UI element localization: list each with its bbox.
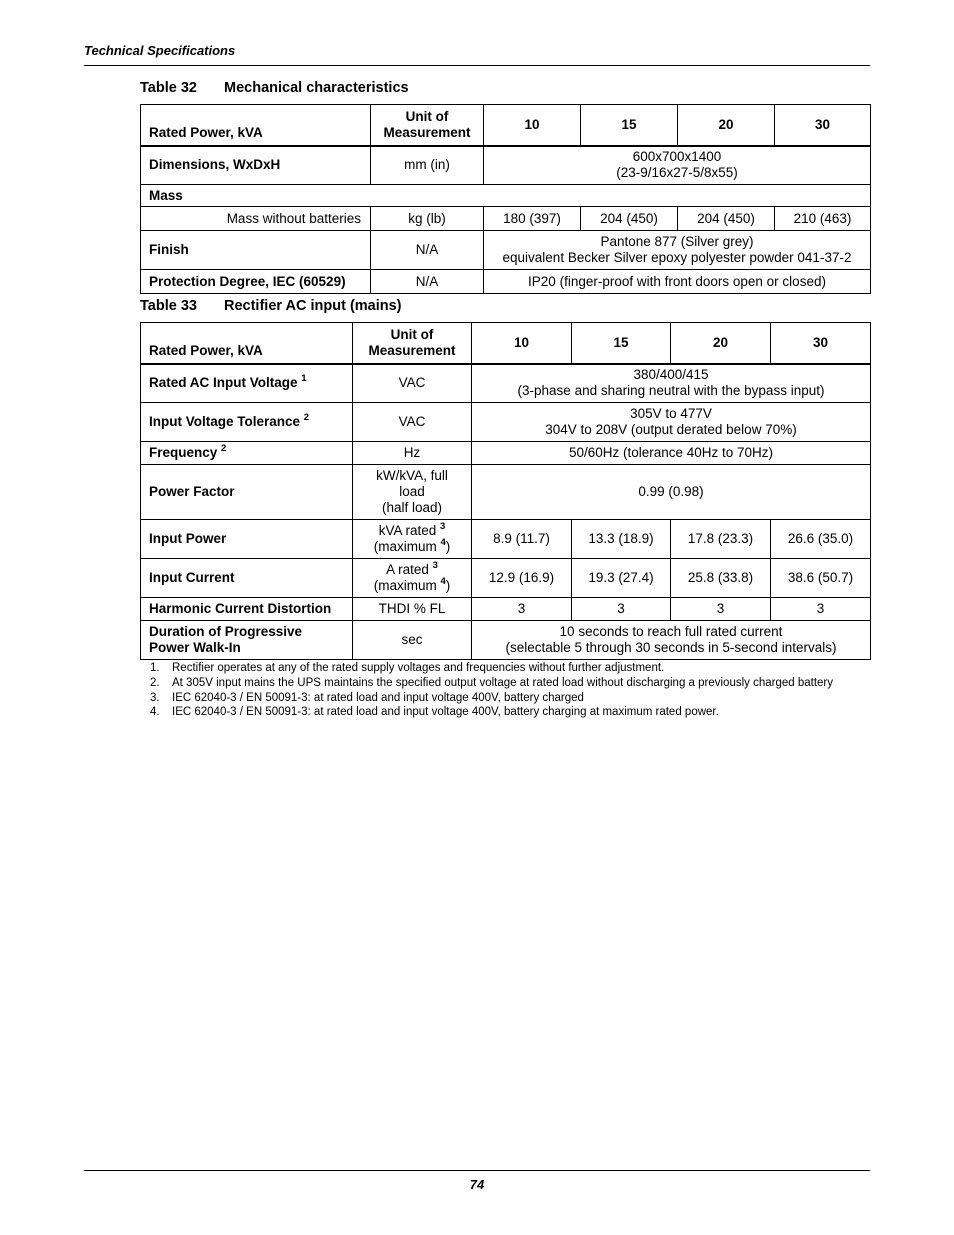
row-value: 600x700x1400 (23-9/16x27-5/8x55) bbox=[484, 146, 871, 185]
table32-caption bbox=[140, 80, 409, 96]
footnote-ref: 4 bbox=[440, 575, 446, 587]
row-value: 305V to 477V 304V to 208V (output derated below 70%) bbox=[472, 403, 871, 442]
row-unit: VAC bbox=[353, 364, 472, 403]
table-row bbox=[141, 598, 871, 621]
table33-rectifier-input bbox=[140, 322, 871, 660]
table-row bbox=[141, 442, 871, 465]
col-header-unit: Unit of Measurement bbox=[353, 323, 472, 364]
row-value: 17.8 (23.3) bbox=[671, 520, 771, 559]
table33-caption bbox=[140, 298, 402, 314]
table-row bbox=[141, 559, 871, 598]
row-value: 380/400/415 (3-phase and sharing neutral with the bypass input) bbox=[472, 364, 871, 403]
row-value: 0.99 (0.98) bbox=[472, 465, 871, 520]
row-label-progressive-walk-in: Duration of Progressive Power Walk-In bbox=[141, 621, 353, 660]
col-header-rated-power: Rated Power, kVA bbox=[141, 105, 371, 146]
row-label-protection: Protection Degree, IEC (60529) bbox=[141, 270, 371, 294]
col-header-rated-power: Rated Power, kVA bbox=[141, 323, 353, 364]
row-value: 3 bbox=[771, 598, 871, 621]
row-value: 19.3 (27.4) bbox=[572, 559, 671, 598]
table-row bbox=[141, 146, 871, 185]
page-number: 74 bbox=[469, 1177, 485, 1192]
row-value: 180 (397) bbox=[484, 207, 581, 231]
row-value: 26.6 (35.0) bbox=[771, 520, 871, 559]
row-value: 3 bbox=[472, 598, 572, 621]
row-value: 50/60Hz (tolerance 40Hz to 70Hz) bbox=[472, 442, 871, 465]
row-value: 25.8 (33.8) bbox=[671, 559, 771, 598]
row-unit: N/A bbox=[371, 270, 484, 294]
table32-mechanical bbox=[140, 104, 871, 294]
row-value: 204 (450) bbox=[678, 207, 775, 231]
table33-header-row bbox=[141, 323, 871, 364]
row-label-power-factor: Power Factor bbox=[141, 465, 353, 520]
table-row bbox=[141, 231, 871, 270]
table33-number: Table 33 bbox=[140, 298, 197, 314]
row-unit: mm (in) bbox=[371, 146, 484, 185]
col-header-20: 20 bbox=[678, 105, 775, 146]
row-label-frequency: Frequency $^2$ bbox=[141, 442, 353, 465]
header-rule bbox=[84, 65, 870, 66]
row-value: 12.9 (16.9) bbox=[472, 559, 572, 598]
footnote-item: 2. At 305V input mains the UPS maintains the specified output voltage at rated load without discharging a previously charged battery bbox=[150, 676, 834, 689]
table32-title: Mechanical characteristics bbox=[224, 80, 409, 96]
row-label-rated-ac-input-voltage: Rated AC Input Voltage $^1$ bbox=[141, 364, 353, 403]
col-header-30: 30 bbox=[771, 323, 871, 364]
table32-header-row bbox=[141, 105, 871, 146]
table32-number: Table 32 bbox=[140, 80, 197, 96]
row-label-mass: Mass bbox=[141, 185, 871, 207]
table-row bbox=[141, 465, 871, 520]
row-label-input-current: Input Current bbox=[141, 559, 353, 598]
footnote-item: 3. IEC 62040-3 / EN 50091-3: at rated load and input voltage 400V, battery charged bbox=[150, 691, 584, 704]
row-value: 38.6 (50.7) bbox=[771, 559, 871, 598]
table-row bbox=[141, 520, 871, 559]
row-unit: sec bbox=[353, 621, 472, 660]
row-unit: kg (lb) bbox=[371, 207, 484, 231]
row-unit: THDI % FL bbox=[353, 598, 472, 621]
footnote-ref: 2 bbox=[303, 411, 310, 423]
footnote-ref: 3 bbox=[440, 520, 446, 532]
col-header-10: 10 bbox=[472, 323, 572, 364]
row-value: 10 seconds to reach full rated current (selectable 5 through 30 seconds in 5-second intervals) bbox=[472, 621, 871, 660]
row-value: 3 bbox=[572, 598, 671, 621]
row-value: IP20 (finger-proof with front doors open or closed) bbox=[484, 270, 871, 294]
footnotes bbox=[150, 661, 865, 720]
col-header-unit: Unit of Measurement bbox=[371, 105, 484, 146]
row-unit: Hz bbox=[353, 442, 472, 465]
footnote-ref: 4 bbox=[440, 536, 446, 548]
row-value: 3 bbox=[671, 598, 771, 621]
row-label-harmonic-current-distortion: Harmonic Current Distortion bbox=[141, 598, 353, 621]
row-value: 13.3 (18.9) bbox=[572, 520, 671, 559]
table-row bbox=[141, 621, 871, 660]
row-value: 204 (450) bbox=[581, 207, 678, 231]
row-label-mass-without-batteries: Mass without batteries bbox=[141, 207, 371, 231]
table33-title: Rectifier AC input (mains) bbox=[224, 298, 402, 314]
table-row bbox=[141, 403, 871, 442]
footnote-item: 4. IEC 62040-3 / EN 50091-3: at rated load and input voltage 400V, battery charging at maximum rated power. bbox=[150, 706, 719, 719]
footnote-ref: 1 bbox=[301, 372, 307, 384]
row-label-input-voltage-tolerance: Input Voltage Tolerance $^2$ bbox=[141, 403, 353, 442]
row-unit: kVA rated $^3$ (maximum $^4$) bbox=[353, 520, 472, 559]
row-label-input-power: Input Power bbox=[141, 520, 353, 559]
col-header-15: 15 bbox=[581, 105, 678, 146]
col-header-30: 30 bbox=[775, 105, 871, 146]
table-row bbox=[141, 207, 871, 231]
col-header-15: 15 bbox=[572, 323, 671, 364]
row-label-finish: Finish bbox=[141, 231, 371, 270]
row-unit: kW/kVA, full load (half load) bbox=[353, 465, 472, 520]
row-value: Pantone 877 (Silver grey) equivalent Becker Silver epoxy polyester powder 041-37-2 bbox=[484, 231, 871, 270]
row-value: 8.9 (11.7) bbox=[472, 520, 572, 559]
col-header-20: 20 bbox=[671, 323, 771, 364]
running-header: Technical Specifications bbox=[84, 43, 236, 58]
footer-rule bbox=[84, 1170, 870, 1171]
row-unit: VAC bbox=[353, 403, 472, 442]
footnote-ref: 3 bbox=[432, 559, 438, 571]
col-header-10: 10 bbox=[484, 105, 581, 146]
row-value: 210 (463) bbox=[775, 207, 871, 231]
table-row bbox=[141, 270, 871, 294]
row-label-dimensions: Dimensions, WxDxH bbox=[141, 146, 371, 185]
footnote-item: 1. Rectifier operates at any of the rated supply voltages and frequencies without further adjustment. bbox=[150, 662, 665, 674]
row-unit: N/A bbox=[371, 231, 484, 270]
table-row bbox=[141, 185, 871, 207]
table-row bbox=[141, 364, 871, 403]
row-unit: A rated $^3$ (maximum $^4$) bbox=[353, 559, 472, 598]
footnote-ref: 2 bbox=[221, 442, 227, 454]
